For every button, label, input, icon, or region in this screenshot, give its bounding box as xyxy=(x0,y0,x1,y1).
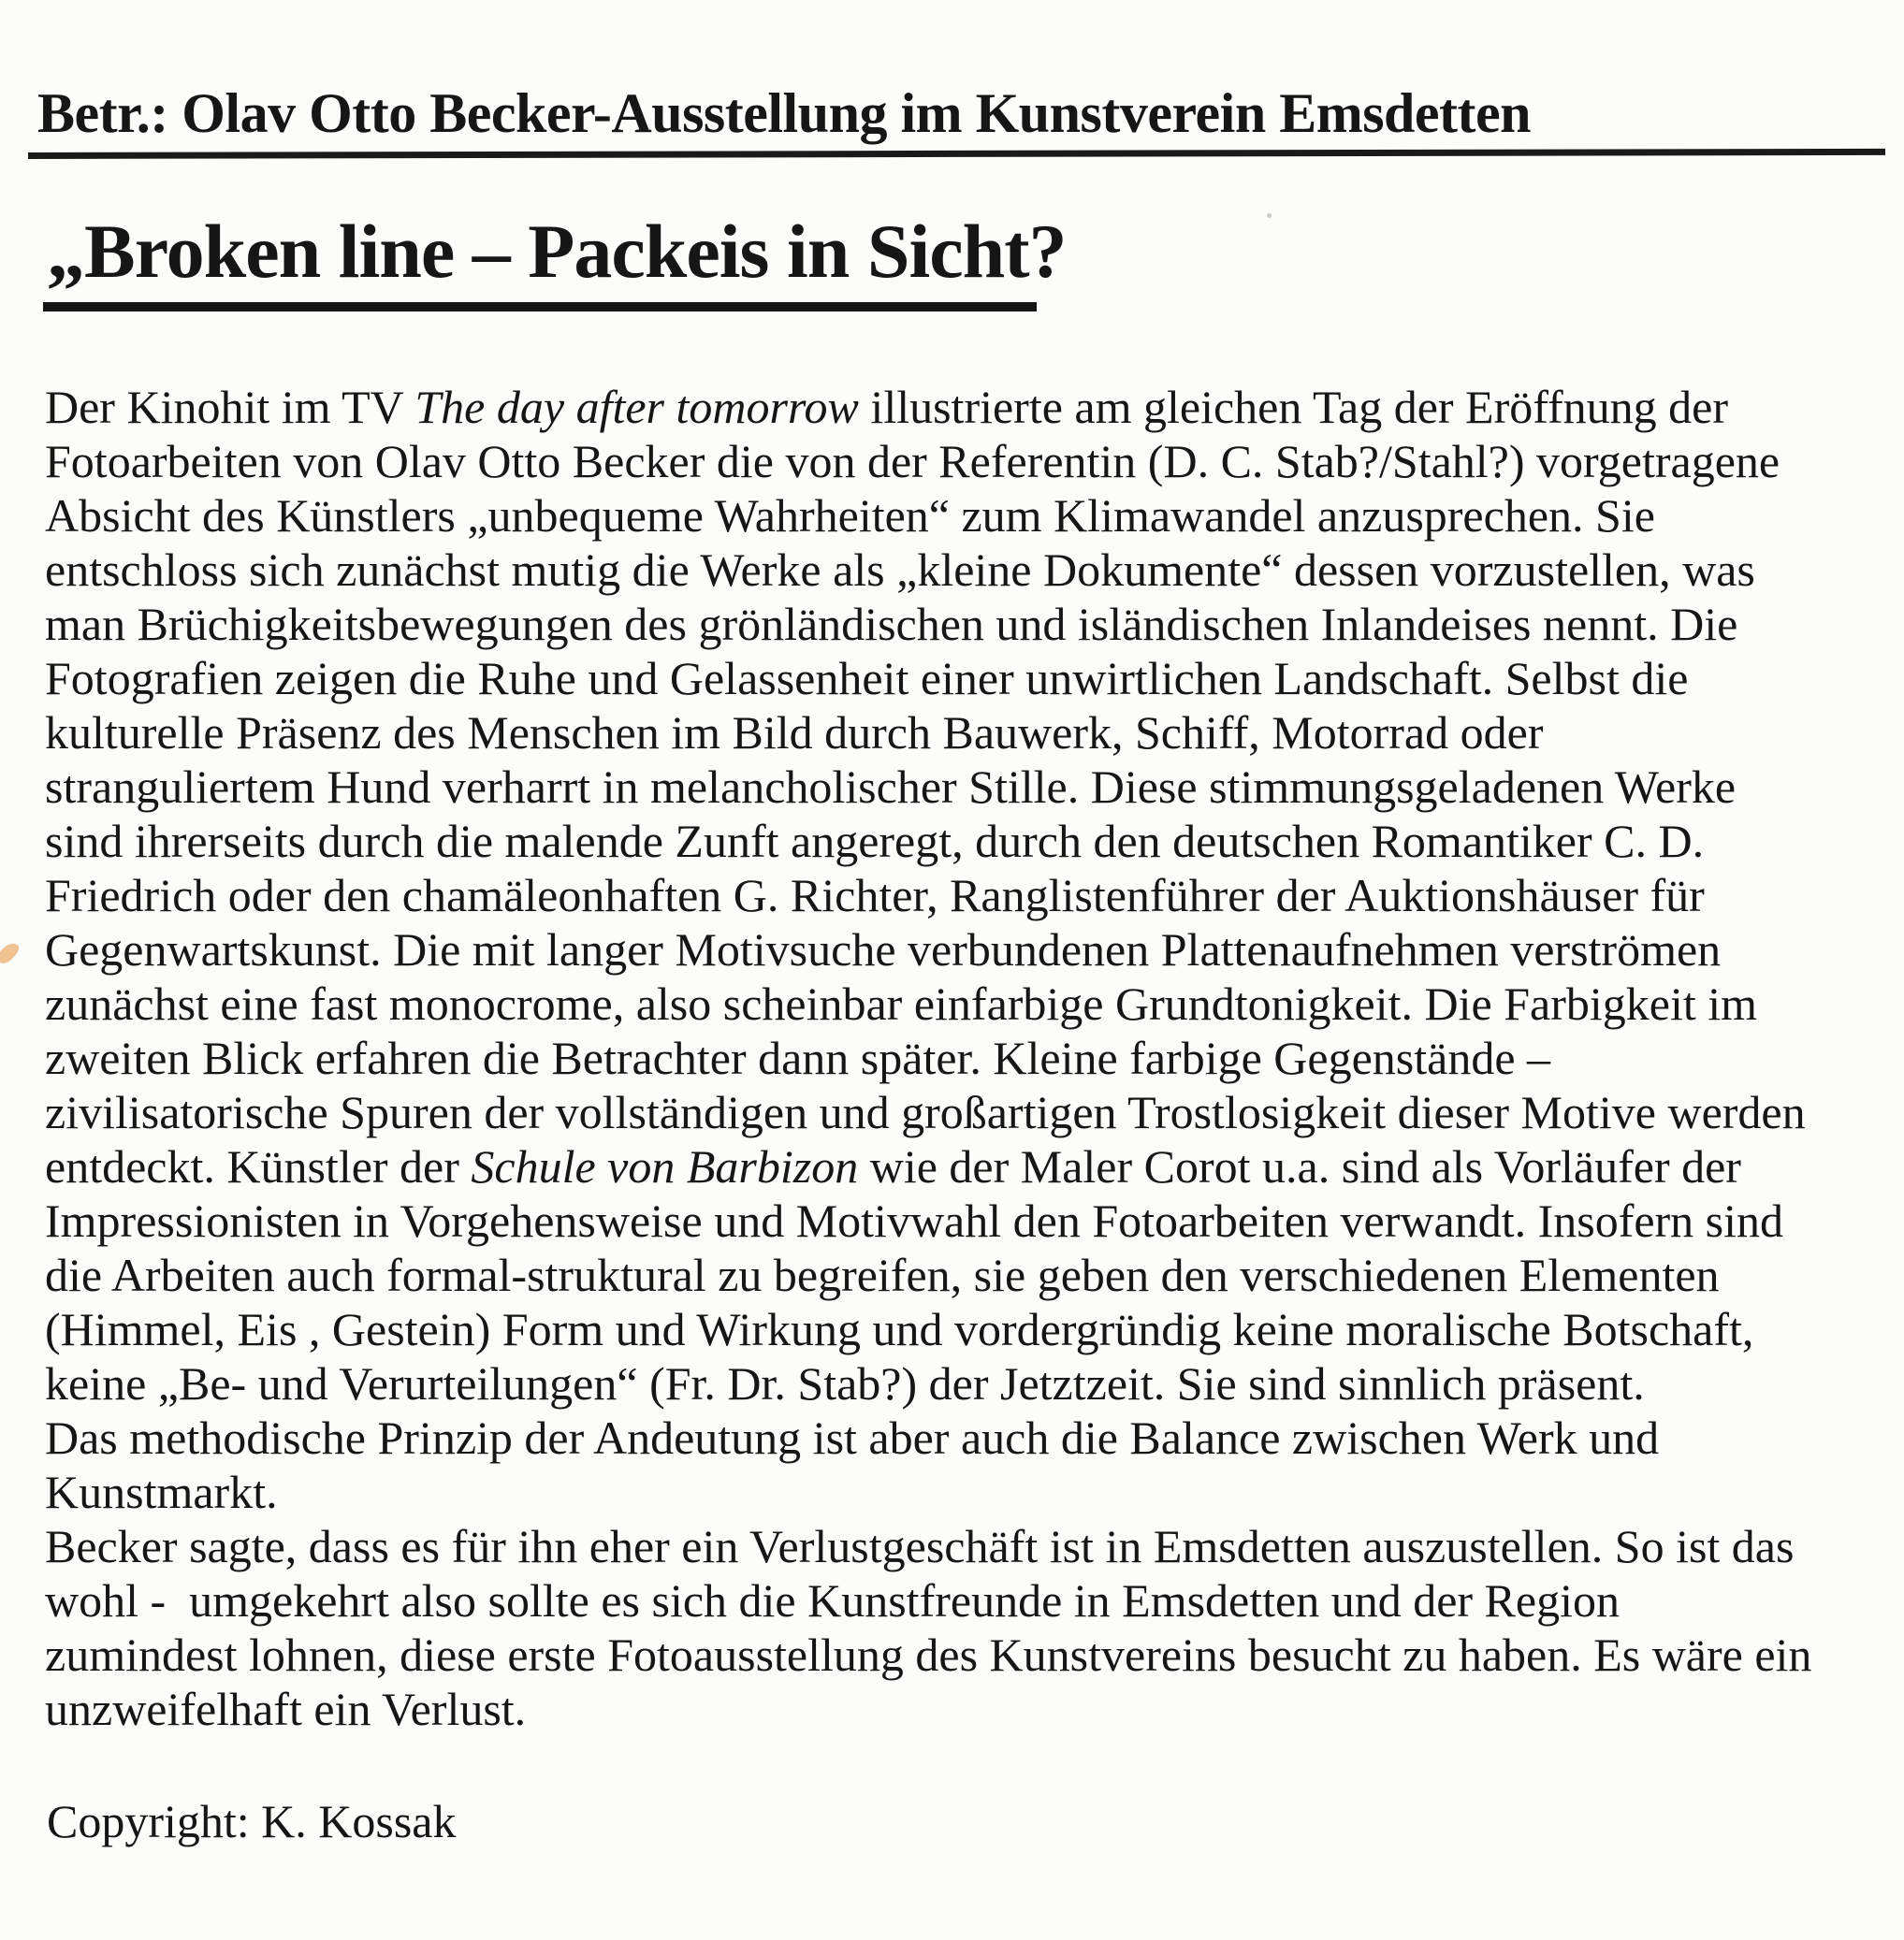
body-line: sind ihrerseits durch die malende Zunft angeregt, durch den deutschen Romantiker C. D. xyxy=(45,815,1705,867)
body-line: Absicht des Künstlers „unbequeme Wahrheiten“ zum Klimawandel anzusprechen. Sie xyxy=(45,489,1655,542)
body-line: zumindest lohnen, diese erste Fotoausstellung des Kunstvereins besucht zu haben. Es wäre ein xyxy=(45,1629,1812,1681)
body-line: entdeckt. Künstler der Schule von Barbizon wie der Maler Corot u.a. sind als Vorläufer der xyxy=(45,1140,1741,1193)
body-line: stranguliertem Hund verharrt in melancholischer Stille. Diese stimmungsgeladenen Werke xyxy=(45,760,1737,813)
article-body xyxy=(45,380,1811,1736)
body-line: zweiten Blick erfahren die Betrachter dann später. Kleine farbige Gegenstände – xyxy=(45,1032,1551,1084)
body-line: Das methodische Prinzip der Andeutung ist aber auch die Balance zwischen Werk und xyxy=(45,1412,1660,1464)
subject-line: Betr.: Olav Otto Becker-Ausstellung im Kunstverein Emsdetten xyxy=(37,82,1532,144)
body-line: entschloss sich zunächst mutig die Werke als „kleine Dokumente“ dessen vorzustellen, was xyxy=(45,543,1755,596)
scan-artifact-mark xyxy=(0,939,21,967)
body-line: Der Kinohit im TV The day after tomorrow illustrierte am gleichen Tag der Eröffnung der xyxy=(45,381,1728,433)
article-title: „Broken line – Packeis in Sicht? xyxy=(47,209,1067,294)
title-underline-rule xyxy=(43,302,1037,311)
body-line: Kunstmarkt. xyxy=(45,1466,278,1518)
body-line: (Himmel, Eis , Gestein) Form und Wirkung und vordergründig keine moralische Botschaft, xyxy=(45,1303,1754,1355)
body-line: kulturelle Präsenz des Menschen im Bild durch Bauwerk, Schiff, Motorrad oder xyxy=(45,706,1544,759)
subject-underline-rule xyxy=(28,149,1885,159)
body-line: Impressionisten in Vorgehensweise und Motivwahl den Fotoarbeiten verwandt. Insofern sind xyxy=(45,1194,1784,1247)
body-line: Becker sagte, dass es für ihn eher ein Verlustgeschäft ist in Emsdetten auszustellen. So ist das xyxy=(45,1520,1795,1572)
body-line: zunächst eine fast monocrome, also scheinbar einfarbige Grundtonigkeit. Die Farbigkeit im xyxy=(45,977,1758,1030)
body-line: die Arbeiten auch formal-struktural zu begreifen, sie geben den verschiedenen Elementen xyxy=(45,1249,1720,1301)
scan-artifact-speck xyxy=(1267,213,1272,218)
body-line: Gegenwartskunst. Die mit langer Motivsuche verbundenen Plattenaufnehmen verströmen xyxy=(45,923,1722,976)
body-line: man Brüchigkeitsbewegungen des grönländischen und isländischen Inlandeises nennt. Die xyxy=(45,598,1738,650)
body-line: wohl - umgekehrt also sollte es sich die Kunstfreunde in Emsdetten und der Region xyxy=(45,1574,1620,1627)
copyright-line: Copyright: K. Kossak xyxy=(47,1795,457,1847)
body-line: Fotoarbeiten von Olav Otto Becker die von der Referentin (D. C. Stab?/Stahl?) vorgetragene xyxy=(45,435,1780,487)
body-line: Fotografien zeigen die Ruhe und Gelassenheit einer unwirtlichen Landschaft. Selbst die xyxy=(45,652,1689,704)
body-line: keine „Be- und Verurteilungen“ (Fr. Dr. Stab?) der Jetztzeit. Sie sind sinnlich präsent. xyxy=(45,1357,1645,1410)
body-line: unzweifelhaft ein Verlust. xyxy=(45,1683,527,1735)
body-line: Friedrich oder den chamäleonhaften G. Richter, Ranglistenführer der Auktionshäuser für xyxy=(45,869,1705,921)
body-line: zivilisatorische Spuren der vollständigen und großartigen Trostlosigkeit dieser Motive werden xyxy=(45,1086,1806,1138)
